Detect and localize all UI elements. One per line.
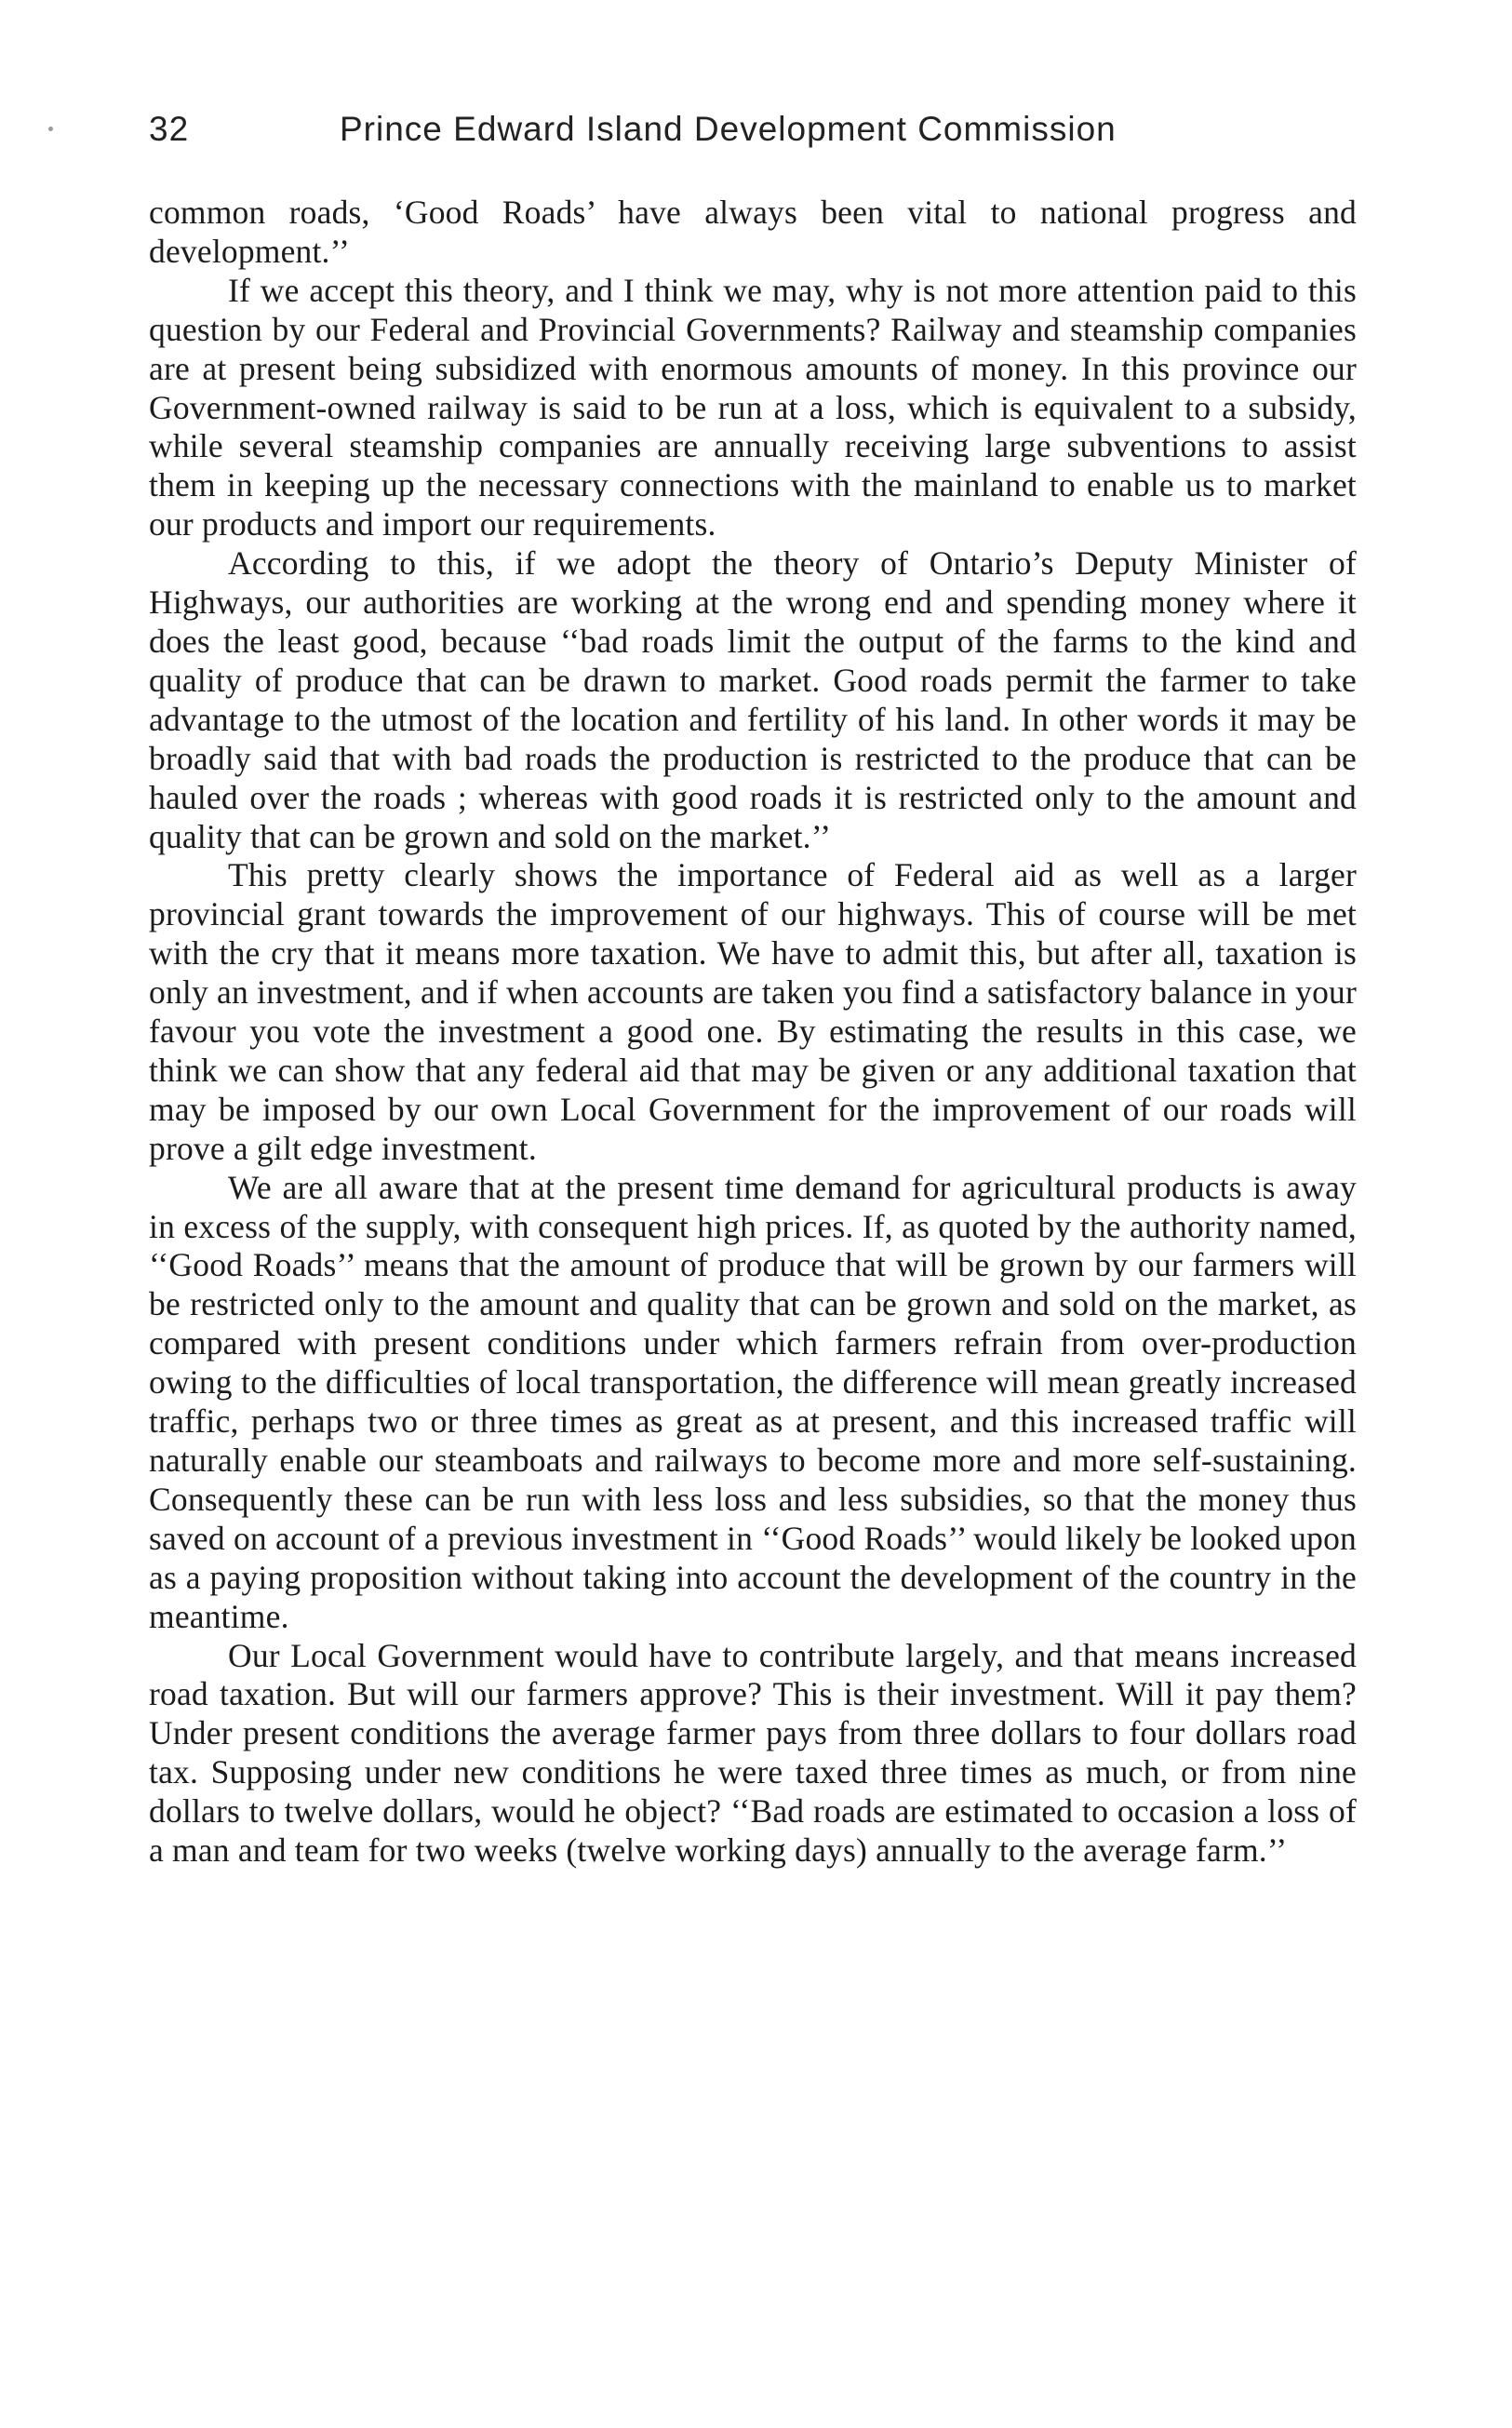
page-body xyxy=(149,194,1357,1871)
running-title: Prince Edward Island Development Commission xyxy=(340,110,1117,148)
paragraph-2: If we accept this theory, and I think we may, why is not more attention paid to this question by our Federal and Provincial Governments? Railway and steamship companies are at present being subsidized with enormous amounts of money. In this province our Government-owned railway is said to be run at a loss, which is equivalent to a subsidy, while several steamship companies are annually receiving large subventions to assist them in keeping up the necessary connections with the mainland to enable us to market our products and import our requirements. xyxy=(149,271,1357,543)
page-header xyxy=(149,110,1354,166)
paragraph-3: According to this, if we adopt the theory of Ontario’s Deputy Minister of Highways, our authorities are working at the wrong end and spending money where it does the least good, because ‘‘bad roads limit the output of the farms to the kind and quality of produce that can be drawn to market. Good roads permit the farmer to take advantage to the utmost of the location and fertility of his land. In other words it may be broadly said that with bad roads the production is restricted to the produce that can be hauled over the roads ; whereas with good roads it is restricted only to the amount and quality that can be grown and sold on the market.’’ xyxy=(149,544,1357,855)
paragraph-6: Our Local Government would have to contribute largely, and that means increased road taxation. But will our farmers approve? This is their investment. Will it pay them? Under present conditions the average farmer pays from three dollars to four dollars road tax. Supposing under new conditions he were taxed three times as much, or from nine dollars to twelve dollars, would he object? ‘‘Bad roads are estimated to occasion a loss of a man and team for two weeks (twelve working days) annually to the average farm.’’ xyxy=(149,1636,1357,1870)
margin-speck xyxy=(48,127,53,131)
paragraph-5: We are all aware that at the present time demand for agricultural products is away in excess of the supply, with consequent high prices. If, as quoted by the authority named, ‘‘Good Roads’’ means that the amount of produce that will be grown by our farmers will be restricted only to the amount and quality that can be grown and sold on the market, as compared with present conditions under which farmers refrain from over-production owing to the difficulties of local transportation, the difference will mean greatly increased traffic, perhaps two or three times as great as at present, and this increased traffic will naturally enable our steamboats and railways to become more and more self-sustaining. Consequently these can be run with less loss and less subsidies, so that the money thus saved on account of a previous investment in ‘‘Good Roads’’ would likely be looked upon as a paying proposition without taking into account the development of the country in the meantime. xyxy=(149,1168,1357,1635)
page-number: 32 xyxy=(149,110,190,148)
paragraph-1: common roads, ‘Good Roads’ have always been vital to national progress and development.’’ xyxy=(149,194,1357,270)
paragraph-4: This pretty clearly shows the importance of Federal aid as well as a larger provincial grant towards the improvement of our highways. This of course will be met with the cry that it means more taxation. We have to admit this, but after all, taxation is only an investment, and if when accounts are taken you find a satisfactory balance in your favour you vote the investment a good one. By estimating the results in this case, we think we can show that any federal aid that may be given or any additional taxation that may be imposed by our own Local Government for the improvement of our roads will prove a gilt edge investment. xyxy=(149,856,1357,1167)
